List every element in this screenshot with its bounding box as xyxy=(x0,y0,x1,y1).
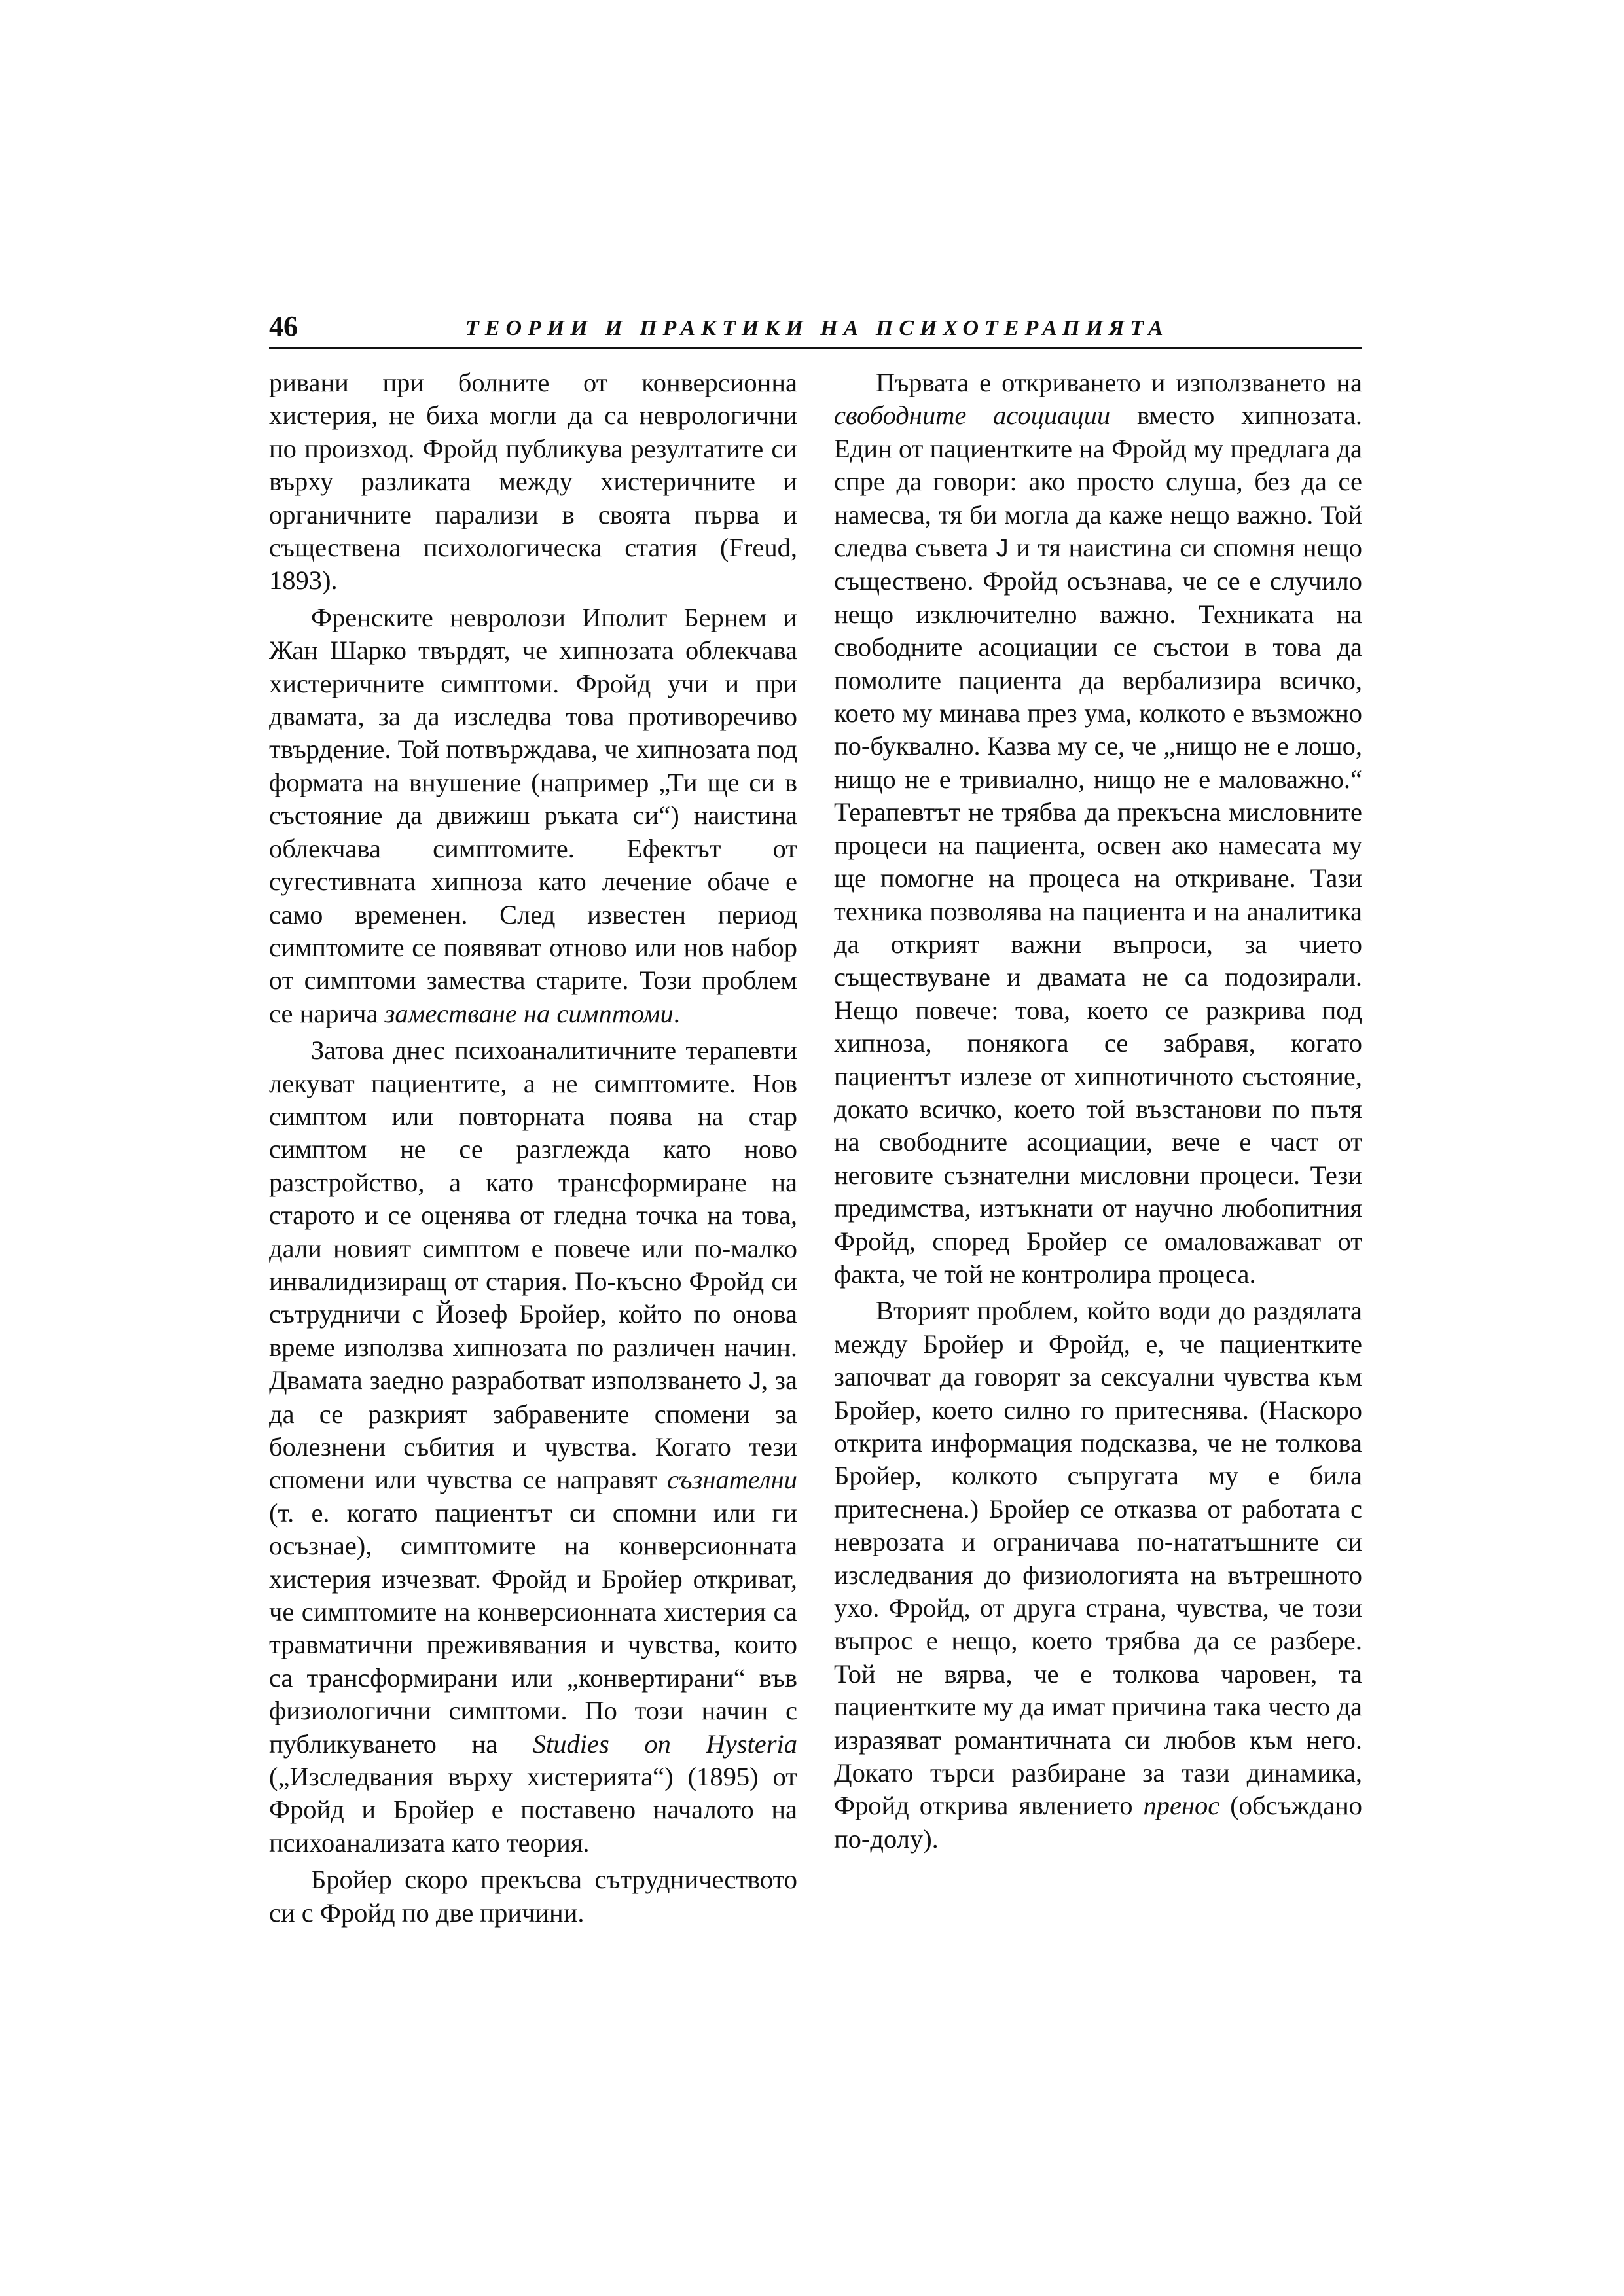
paragraph xyxy=(834,367,1362,1291)
paragraph xyxy=(834,1295,1362,1856)
paragraph-text: Френските невролози Иполит Бернем и Жан Шарко твърдят, че хипнозата облекчава хистеричните симптоми. Фройд учи и при двамата, за да изследва това противоречиво твърдение. Той потвърждава, че хипнозата под формата на внушение (например „Ти ще си в състояние да движиш ръката си“) наистина облекчава симптомите. Ефектът от сугестивната хипноза като лечение обаче е само временен. След известен период симптомите се появяват отново или нов набор от симптоми замества старите. Този проблем се нарича xyxy=(269,602,797,1028)
symbol-glyph: J xyxy=(748,1367,761,1395)
italic-term: свободните асоциации xyxy=(834,401,1111,431)
paragraph xyxy=(269,1863,797,1929)
paragraph-text: ривани при болните от конверсионна хистерия, не биха могли да са неврологични по произход. Фройд публикува резултатите си върху разликата между хистеричните и органичните парализи в своята първа и съществена психологическа статия (Freud, 1893). xyxy=(269,368,797,596)
paragraph-text: и тя наистина си спомня нещо съществено. Фройд осъзнава, че се е случило нещо изключително важно. Техниката на свободните асоциации се състои в това да помолите пациента да вербализира всичко, което му минава през ума, колкото е възможно по-буквално. Казва му се, че „нищо не е лошо, нищо не е тривиално, нищо не е маловажно.“ Терапевтът не трябва да прекъсна мисловните процеси на пациента, освен ако намесата му ще помогне на процеса на откриване. Тази техника позволява на пациента и на аналитика да открият важни въпроси, за чието съществуване и двамата не са подозирали. Нещо повече: това, което се разкрива под хипноза, понякога се забравя, когато пациентът излезе от хипнотичното състояние, докато всичко, което той възстанови по пътя на свободните асоциации, вече е част от неговите съзнателни мисловни процеси. Тези предимства, изтъкнати от научно любопитния Фройд, според Бройер се омаловажават от факта, че той не контролира процеса. xyxy=(834,533,1362,1289)
paragraph-text: . xyxy=(673,998,680,1028)
paragraph-text: Бройер скоро прекъсва сътрудничеството си с Фройд по две причини. xyxy=(269,1865,797,1928)
left-column xyxy=(269,367,797,1933)
paragraph xyxy=(269,1034,797,1859)
page-number: 46 xyxy=(269,310,298,342)
paragraph xyxy=(269,367,797,598)
paragraph-text: Първата е откриването и използването на xyxy=(876,368,1362,397)
paragraph-text: („Изследвания върху хистерията“) (1895) от Фройд и Бройер е поставено началото на психоанализата като теория. xyxy=(269,1762,797,1857)
symbol-glyph: J xyxy=(996,535,1009,563)
paragraph xyxy=(269,601,797,1030)
paragraph-text: (т. е. когато пациентът си спомни или ги осъзнае), симптомите на конверсионната хистерия изчезват. Фройд и Бройер откриват, че симптомите на конверсионната хистерия са травматични преживявания и чувства, които са трансформирани или „конвертирани“ във физиологични симптоми. По този начин с публикуването на xyxy=(269,1498,797,1759)
book-title: Studies on Hysteria xyxy=(532,1729,797,1759)
running-header xyxy=(269,308,1362,349)
italic-term: съзнателни xyxy=(667,1465,797,1495)
paragraph-text: (обсъждано по-долу). xyxy=(834,1791,1363,1854)
right-column xyxy=(834,367,1362,1859)
paragraph-text: Затова днес психоаналитичните терапевти лекуват пациентите, а не симптомите. Нов симптом или повторната поява на стар симптом не се разглежда като ново разстройство, а като трансформиране на старото и се оценява от гледна точка на това, дали новият симптом е повече или по-малко инвалидизиращ от стария. По-късно Фройд си сътрудничи с Йозеф Бройер, който по онова време използва хипнозата по различен начин. Двамата заедно разработват използването xyxy=(269,1035,797,1395)
italic-term: заместване на симптоми xyxy=(384,998,674,1028)
paragraph-text: Вторият проблем, който води до раздялата между Бройер и Фройд, е, че пациентките започват да говорят за сексуални чувства към Бройер, което силно го притеснява. (Наскоро открита информация подсказва, че не толкова Бройер, колкото съпругата му е била притеснена.) Бройер се отказва от работата с неврозата и ограничава по-нататъшните си изследвания до физиологията на вътрешното ухо. Фройд, от друга страна, чувства, че този въпрос е нещо, което трябва да се разбере. Той не вярва, че е толкова чаровен, та пациентките му да имат причина така често да изразяват романтичната си любов към него. Докато търси разбиране за тази динамика, Фройд открива явлението xyxy=(834,1296,1362,1821)
italic-term: пренос xyxy=(1143,1791,1220,1821)
paragraph-text: вместо хипнозата. Един от пациентките на Фройд му предлага да спре да говори: ако просто слуша, без да се намесва, тя би могла да каже нещо важно. Той следва съвета xyxy=(834,401,1362,563)
running-title: ТЕОРИИ И ПРАКТИКИ НА ПСИХОТЕРАПИЯТА xyxy=(465,316,1169,340)
paragraph-text: , за да се разкрият забравените спомени за болезнени събития и чувства. Когато тези спомени или чувства се направят xyxy=(269,1365,797,1495)
